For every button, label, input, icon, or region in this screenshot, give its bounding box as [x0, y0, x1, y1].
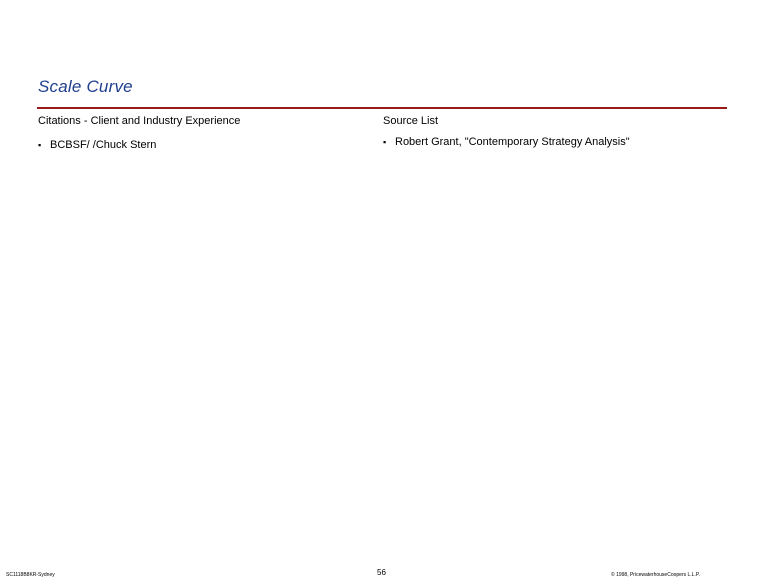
source-list-heading: Source List: [383, 115, 439, 127]
source-text: Robert Grant, "Contemporary Strategy Analysis": [395, 136, 630, 148]
source-list: [383, 136, 630, 148]
list-item: [38, 139, 156, 151]
bullet-icon: ▪: [383, 137, 387, 147]
list-item: [383, 136, 630, 148]
bullet-icon: ▪: [38, 140, 42, 150]
citations-heading: Citations - Client and Industry Experience: [38, 115, 241, 127]
page-number: 56: [377, 568, 386, 577]
citation-text: BCBSF/ /Chuck Stern: [50, 139, 157, 151]
page-title: Scale Curve: [38, 77, 133, 96]
title-divider: [37, 107, 727, 109]
citations-list: [38, 139, 156, 151]
footer-document-id: SC1118B8KR-Sydney: [6, 572, 55, 578]
footer-copyright: © 1998, PricewaterhouseCoopers L.L.P.: [611, 572, 700, 578]
